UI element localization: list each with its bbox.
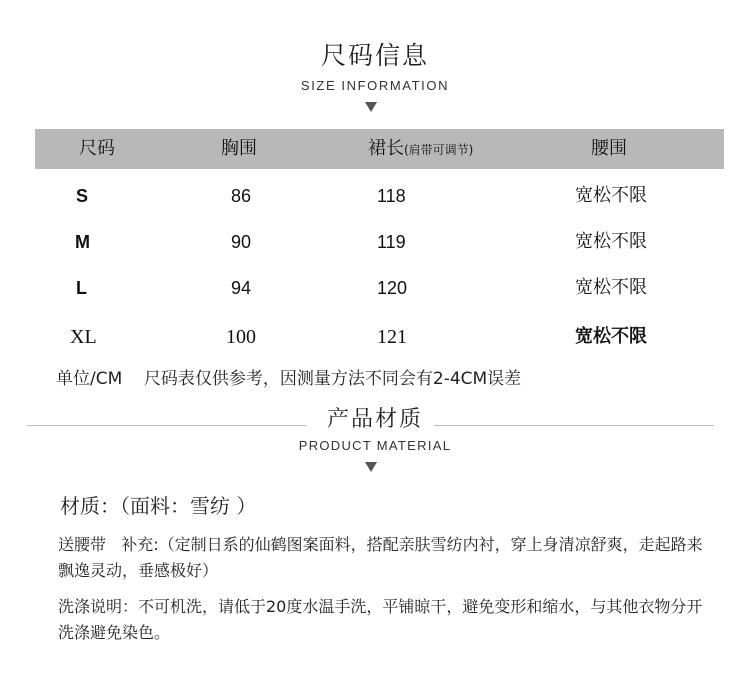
col-header-waist: 腰围 [591,138,627,159]
table-row-m-size: M [75,232,90,252]
care-instructions: 洗涤说明：不可机洗，请低于20度水温手洗，平铺晾干，避免变形和缩水，与其他衣物分开洗涤避免染色。 [58,597,703,642]
table-row-l-length: 120 [377,278,408,298]
table-row-s-size: S [76,186,89,206]
size-table-note: 单位/CM 尺码表仅供参考，因测量方法不同会有2-4CM误差 [56,369,522,389]
fabric-line: 材质：（面料：雪纺 ） [60,494,257,518]
table-row-m-waist: 宽松不限 [575,231,647,252]
table-row-s-length: 118 [377,186,406,206]
size-info-subtitle: SIZE INFORMATION [300,78,450,93]
material-title-text: 产品材质 [317,407,433,432]
table-row-s-bust: 86 [231,186,252,206]
col-header-size: 尺码 [79,138,115,159]
table-row-l-waist: 宽松不限 [575,277,647,298]
table-row-l-size: L [76,278,87,298]
table-row-xl-length: 121 [377,326,407,348]
size-info-title: 尺码信息 [320,41,429,70]
table-row-xl-size: XL [70,326,97,348]
down-triangle-icon [365,102,377,112]
material-title [0,402,750,433]
col-header-length-note: (肩带可调节) [404,143,474,157]
col-header-length-label: 裙长 [368,138,404,159]
table-row-l-bust: 94 [231,278,252,298]
size-table-header [35,129,724,169]
col-header-bust: 胸围 [221,138,257,159]
down-triangle-icon [365,462,377,472]
table-row-s-waist: 宽松不限 [575,185,647,206]
table-row-m-length: 119 [377,232,406,252]
table-row-xl-bust: 100 [226,326,256,348]
table-row-xl-waist: 宽松不限 [575,326,647,347]
table-row-m-bust: 90 [231,232,252,252]
supplement-text: 送腰带 补充:（定制日系的仙鹤图案面料，搭配亲肤雪纺内衬，穿上身清凉舒爽，走起路来飘逸灵动，垂感极好） [58,535,703,580]
material-subtitle: PRODUCT MATERIAL [298,438,452,453]
col-header-length [368,129,473,169]
